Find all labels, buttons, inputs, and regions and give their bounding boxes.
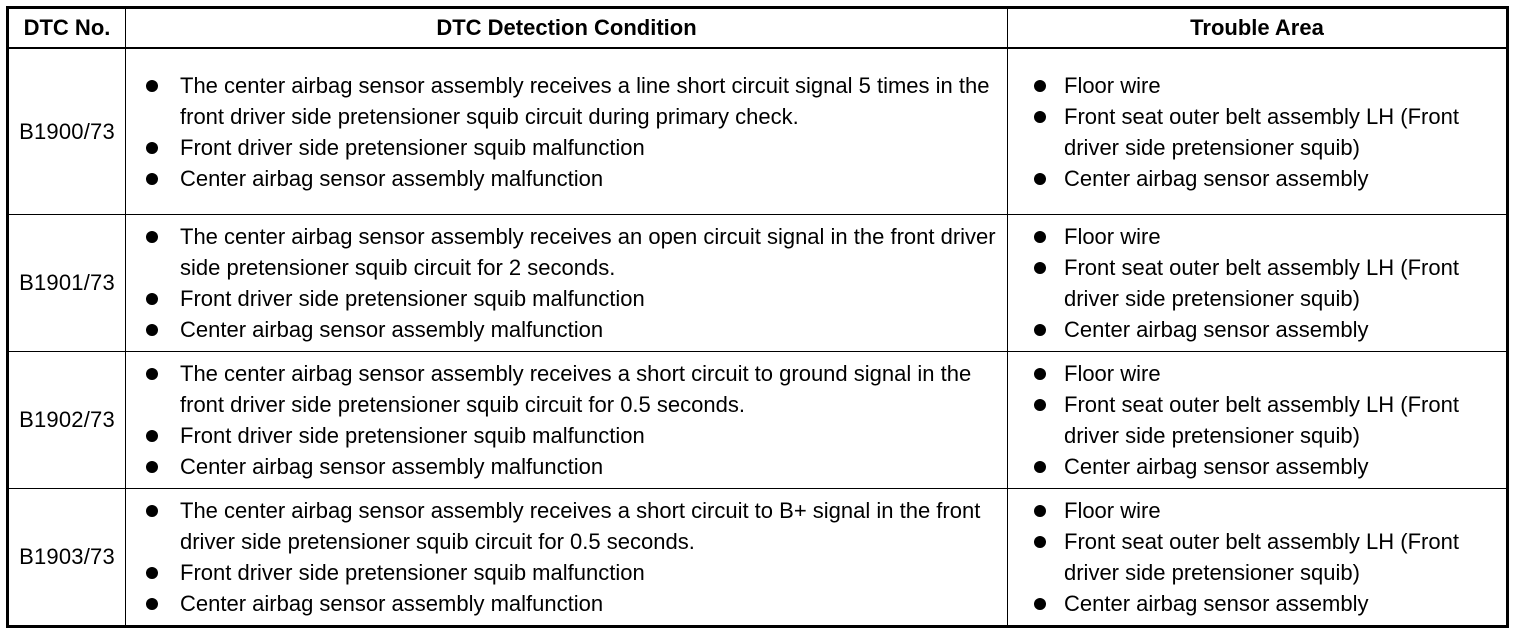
list-item xyxy=(126,588,1007,619)
list-item xyxy=(126,495,1007,557)
bullet-icon xyxy=(1034,324,1046,336)
bullet-icon xyxy=(146,324,158,336)
bullet-icon xyxy=(1034,368,1046,380)
list-item xyxy=(126,557,1007,588)
trouble-area-text: Center airbag sensor assembly xyxy=(1064,317,1369,342)
table-row xyxy=(8,215,1508,352)
trouble-area-text: Floor wire xyxy=(1064,72,1161,98)
list-item xyxy=(126,70,1007,132)
condition-list xyxy=(126,221,1007,345)
header-dtc-no: DTC No. xyxy=(8,8,126,49)
table-body xyxy=(8,48,1508,627)
list-item xyxy=(126,132,1007,163)
condition-text: The center airbag sensor assembly receives a short circuit to B+ signal in the front driver side pretensioner squib circuit for 0.5 seconds. xyxy=(180,498,981,554)
condition-list xyxy=(126,70,1007,194)
trouble-area-text: Front seat outer belt assembly LH (Front driver side pretensioner squib) xyxy=(1064,529,1459,585)
condition-text: The center airbag sensor assembly receives a short circuit to ground signal in the front driver side pretensioner squib circuit for 0.5 seconds. xyxy=(180,361,972,417)
list-item xyxy=(1008,70,1506,101)
condition-text: Front driver side pretensioner squib malfunction xyxy=(180,286,645,311)
bullet-icon xyxy=(1034,111,1046,123)
condition-list xyxy=(126,358,1007,482)
list-item xyxy=(1008,221,1506,252)
bullet-icon xyxy=(1034,461,1046,473)
condition-text: Center airbag sensor assembly malfunction xyxy=(180,591,604,616)
bullet-icon xyxy=(1034,173,1046,185)
trouble-area-text: Front seat outer belt assembly LH (Front driver side pretensioner squib) xyxy=(1064,255,1459,311)
condition-text: Front driver side pretensioner squib malfunction xyxy=(180,423,645,448)
list-item xyxy=(126,221,1007,283)
condition-cell xyxy=(126,489,1008,627)
list-item xyxy=(1008,358,1506,389)
bullet-icon xyxy=(146,368,158,380)
bullet-icon xyxy=(1034,399,1046,411)
trouble-area-text: Front seat outer belt assembly LH (Front driver side pretensioner squib) xyxy=(1064,392,1459,448)
table-row xyxy=(8,489,1508,627)
dtc-code: B1902/73 xyxy=(8,352,126,489)
table-row xyxy=(8,48,1508,215)
bullet-icon xyxy=(1034,536,1046,548)
condition-text: The center airbag sensor assembly receives a line short circuit signal 5 times in the front driver side pretensioner squib circuit during primary check. xyxy=(180,72,990,129)
condition-text: Front driver side pretensioner squib malfunction xyxy=(180,560,645,585)
list-item xyxy=(126,451,1007,482)
header-row xyxy=(8,8,1508,49)
list-item xyxy=(1008,389,1506,451)
trouble-area-text: Floor wire xyxy=(1064,224,1161,249)
bullet-icon xyxy=(146,567,158,579)
dtc-code: B1903/73 xyxy=(8,489,126,627)
condition-list xyxy=(126,495,1007,619)
header-condition: DTC Detection Condition xyxy=(126,8,1008,49)
trouble-area-text: Front seat outer belt assembly LH (Front driver side pretensioner squib) xyxy=(1064,103,1459,160)
table-header xyxy=(8,8,1508,49)
bullet-icon xyxy=(1034,231,1046,243)
bullet-icon xyxy=(146,598,158,610)
condition-text: Center airbag sensor assembly malfunction xyxy=(180,454,604,479)
bullet-icon xyxy=(146,231,158,243)
trouble-area-list xyxy=(1008,70,1506,194)
dtc-table xyxy=(6,6,1509,628)
list-item xyxy=(126,163,1007,194)
condition-text: Center airbag sensor assembly malfunction xyxy=(180,317,604,342)
trouble-area-cell xyxy=(1008,352,1508,489)
bullet-icon xyxy=(146,505,158,517)
header-trouble-area: Trouble Area xyxy=(1008,8,1508,49)
trouble-area-cell xyxy=(1008,48,1508,215)
bullet-icon xyxy=(1034,505,1046,517)
bullet-icon xyxy=(146,142,158,154)
list-item xyxy=(1008,495,1506,526)
trouble-area-text: Floor wire xyxy=(1064,361,1161,386)
condition-text: Front driver side pretensioner squib malfunction xyxy=(180,134,645,160)
condition-text: Center airbag sensor assembly malfunction xyxy=(180,165,604,191)
dtc-code: B1901/73 xyxy=(8,215,126,352)
trouble-area-list xyxy=(1008,358,1506,482)
bullet-icon xyxy=(146,173,158,185)
condition-cell xyxy=(126,352,1008,489)
trouble-area-list xyxy=(1008,495,1506,619)
bullet-icon xyxy=(1034,262,1046,274)
bullet-icon xyxy=(146,80,158,92)
table-row xyxy=(8,352,1508,489)
bullet-icon xyxy=(146,461,158,473)
list-item xyxy=(1008,526,1506,588)
list-item xyxy=(1008,588,1506,619)
list-item xyxy=(1008,314,1506,345)
dtc-code: B1900/73 xyxy=(8,48,126,215)
trouble-area-list xyxy=(1008,221,1506,345)
list-item xyxy=(1008,252,1506,314)
trouble-area-cell xyxy=(1008,489,1508,627)
list-item xyxy=(1008,101,1506,163)
trouble-area-text: Center airbag sensor assembly xyxy=(1064,454,1369,479)
list-item xyxy=(1008,451,1506,482)
bullet-icon xyxy=(1034,80,1046,92)
bullet-icon xyxy=(146,293,158,305)
trouble-area-text: Center airbag sensor assembly xyxy=(1064,591,1369,616)
list-item xyxy=(1008,163,1506,194)
trouble-area-cell xyxy=(1008,215,1508,352)
bullet-icon xyxy=(146,430,158,442)
list-item xyxy=(126,314,1007,345)
condition-cell xyxy=(126,215,1008,352)
bullet-icon xyxy=(1034,598,1046,610)
list-item xyxy=(126,358,1007,420)
list-item xyxy=(126,420,1007,451)
trouble-area-text: Center airbag sensor assembly xyxy=(1064,165,1369,191)
condition-text: The center airbag sensor assembly receives an open circuit signal in the front driver side pretensioner squib circuit for 2 seconds. xyxy=(180,224,996,280)
condition-cell xyxy=(126,48,1008,215)
trouble-area-text: Floor wire xyxy=(1064,498,1161,523)
list-item xyxy=(126,283,1007,314)
